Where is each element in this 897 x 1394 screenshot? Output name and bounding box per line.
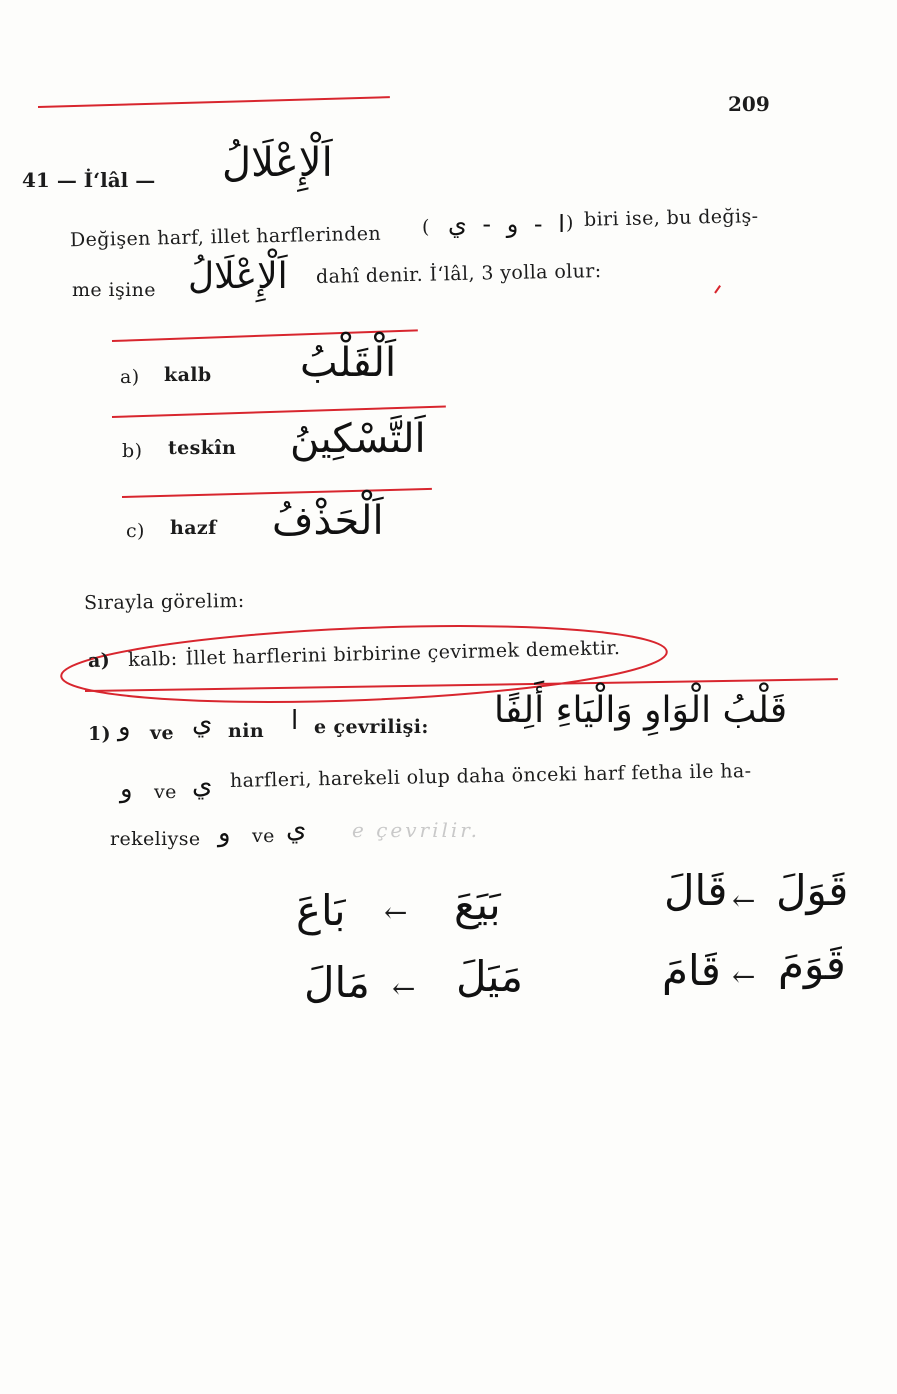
example-arrow: ←	[384, 896, 408, 929]
intro-line2-after: dahî denir. İ‘lâl, 3 yolla olur:	[315, 260, 602, 288]
sirayla-gorelim: Sırayla görelim:	[83, 589, 245, 615]
kalb-def-term: kalb	[127, 647, 172, 672]
rule1-body-ve2: ve	[252, 825, 275, 847]
intro-line1-after: biri ise, bu değiş-	[583, 205, 759, 231]
intro-illet-letters: ا - و - ي	[448, 210, 565, 238]
example-to: قَالَ	[664, 866, 728, 915]
rule1-body-ve: ve	[154, 781, 177, 803]
rule1-body-ya2: ي	[286, 814, 307, 844]
kalb-def-colon: :	[170, 647, 178, 670]
intro-line1-before: Değişen harf, illet harflerinden	[69, 222, 382, 252]
example-from: قَوَلَ	[776, 866, 849, 915]
example-arrow: ←	[732, 884, 756, 917]
kalb-def-text: İllet harflerini birbirine çevirmek demektir.	[185, 636, 621, 670]
rule1-alif: ا	[291, 706, 299, 736]
rule1-body-ya: ي	[192, 770, 213, 800]
intro-arabic-term: اَلْإِعْلَالُ	[188, 256, 288, 297]
intro-paren-open: (	[422, 216, 430, 238]
way-hazf-arabic: اَلْحَذْفُ	[272, 498, 384, 544]
section-title: İ‘lâl	[83, 168, 129, 192]
section-dash: —	[135, 168, 156, 192]
rule1-handwritten-note: e çevrilir.	[352, 818, 480, 842]
rule1-ve: ve	[150, 722, 174, 744]
way-hazf-name: hazf	[170, 517, 217, 539]
rule1-arabic-heading: قَلْبُ الْوَاوِ وَالْيَاءِ أَلِفًا	[494, 690, 788, 731]
rule1-body-line2: rekeliyse	[110, 828, 201, 850]
rule1-waw: و	[118, 712, 131, 742]
way-kalb-letter: a)	[120, 366, 140, 388]
rule1-e-cevrilisi: e çevrilişi:	[314, 716, 429, 738]
rule1-nin: nin	[228, 720, 265, 742]
example-to: قَامَ	[662, 946, 721, 995]
rule1-body-waw: و	[120, 774, 133, 804]
section-number: 41	[22, 168, 50, 192]
way-teskin-arabic: اَلتَّسْكِينُ	[290, 416, 426, 462]
example-from: قَوَمَ	[778, 940, 846, 989]
way-teskin-name: teskîn	[168, 437, 237, 459]
way-teskin-letter: b)	[122, 440, 143, 462]
example-to: مَالَ	[304, 958, 370, 1007]
rule1-number: 1)	[88, 723, 112, 745]
section-dash: —	[56, 168, 77, 192]
way-kalb-name: kalb	[164, 364, 212, 386]
example-arrow: ←	[392, 972, 416, 1005]
intro-paren-close: )	[566, 212, 574, 234]
rule1-body-waw2: و	[218, 818, 231, 848]
rule1-ya: ي	[192, 708, 213, 738]
intro-line2-before: me işine	[72, 279, 156, 301]
example-to: بَاعَ	[296, 886, 346, 935]
kalb-def-letter: a)	[87, 649, 111, 672]
rule1-body-text: harfleri, harekeli olup daha önceki harf fetha ile ha-	[229, 759, 752, 792]
way-kalb-arabic: اَلْقَلْبُ	[300, 340, 397, 386]
section-arabic-title: اَلْإِعْلَالُ	[222, 140, 333, 186]
way-hazf-letter: c)	[126, 520, 145, 542]
example-arrow: ←	[732, 960, 756, 993]
example-from: بَيَعَ	[454, 880, 501, 929]
page-number: 209	[728, 92, 770, 116]
example-from: مَيَلَ	[456, 952, 523, 1001]
